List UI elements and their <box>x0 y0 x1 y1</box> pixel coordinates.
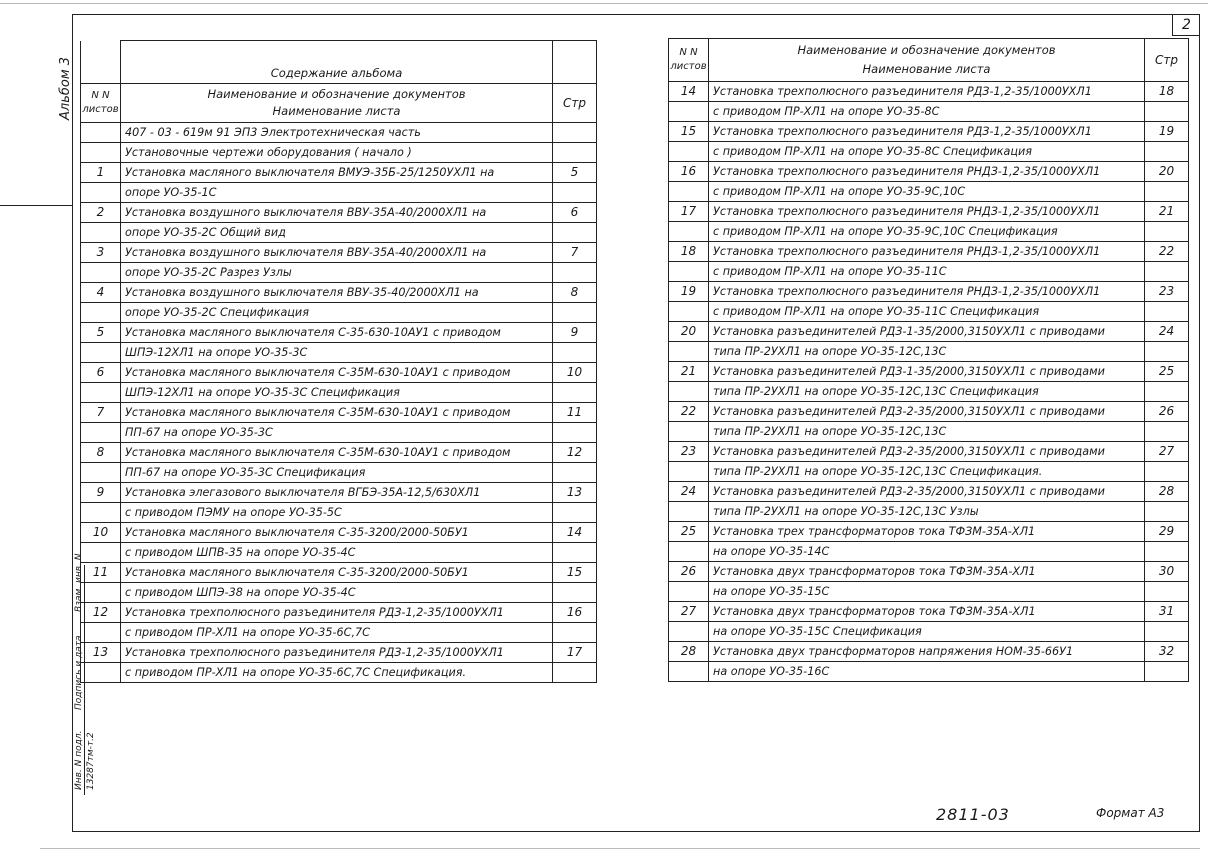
table-row <box>81 203 597 223</box>
row-title: с приводом ПР-ХЛ1 на опоре УО-35-8С <box>709 102 1145 122</box>
row-page <box>1145 262 1189 282</box>
row-page <box>553 223 597 243</box>
row-page <box>553 543 597 563</box>
table-row <box>81 163 597 183</box>
row-title: Установка трехполюсного разъединителя РДЗ-1,2-35/1000УХЛ1 <box>709 122 1145 142</box>
row-number: 20 <box>669 322 709 342</box>
row-page: 30 <box>1145 562 1189 582</box>
table-row <box>669 342 1189 362</box>
scan-line-left-stub <box>0 205 72 206</box>
table-row <box>669 622 1189 642</box>
row-number <box>669 582 709 602</box>
row-title: с приводом ПР-ХЛ1 на опоре УО-35-9С,10С Спецификация <box>709 222 1145 242</box>
row-title: Установка разъединителей РДЗ-2-35/2000,3150УХЛ1 с приводами <box>709 442 1145 462</box>
table-row <box>81 603 597 623</box>
row-page <box>1145 422 1189 442</box>
table-row <box>81 423 597 443</box>
table-row <box>669 162 1189 182</box>
row-page <box>1145 182 1189 202</box>
row-number <box>669 622 709 642</box>
row-title: с приводом ПР-ХЛ1 на опоре УО-35-11С Спецификация <box>709 302 1145 322</box>
row-page: 29 <box>1145 522 1189 542</box>
table-row <box>81 303 597 323</box>
row-number <box>669 222 709 242</box>
table-row <box>81 243 597 263</box>
row-number: 4 <box>81 283 121 303</box>
table-row <box>81 463 597 483</box>
row-number: 18 <box>669 242 709 262</box>
table-row <box>81 123 597 143</box>
row-title: с приводом ШПЭ-38 на опоре УО-35-4С <box>121 583 553 603</box>
table-row <box>81 403 597 423</box>
row-page <box>1145 102 1189 122</box>
left-header-name <box>121 84 553 123</box>
row-number: 1 <box>81 163 121 183</box>
row-title: ШПЭ-12ХЛ1 на опоре УО-35-3С Спецификация <box>121 383 553 403</box>
row-page <box>553 423 597 443</box>
row-title: с приводом ПР-ХЛ1 на опоре УО-35-6С,7С Спецификация. <box>121 663 553 683</box>
row-number <box>81 123 121 143</box>
row-title: Установка двух трансформаторов напряжения НОМ-35-66У1 <box>709 642 1145 662</box>
left-header-name-line1: Наименование и обозначение документов <box>207 87 466 101</box>
row-title: Установка трехполюсного разъединителя РНДЗ-1,2-35/1000УХЛ1 <box>709 242 1145 262</box>
table-row <box>669 322 1189 342</box>
row-number <box>81 663 121 683</box>
row-title: Установка масляного выключателя С-35М-630-10АУ1 с приводом <box>121 443 553 463</box>
table-row <box>81 543 597 563</box>
table-row <box>81 483 597 503</box>
row-page: 5 <box>553 163 597 183</box>
row-title: Установка трехполюсного разъединителя РНДЗ-1,2-35/1000УХЛ1 <box>709 162 1145 182</box>
row-title: Установка трехполюсного разъединителя РДЗ-1,2-35/1000УХЛ1 <box>121 643 553 663</box>
row-title: Установка масляного выключателя С-35-3200/2000-50БУ1 <box>121 523 553 543</box>
left-header-num: N N листов <box>81 84 121 123</box>
row-number: 8 <box>81 443 121 463</box>
row-number <box>669 382 709 402</box>
row-page <box>1145 222 1189 242</box>
row-title: с приводом ШПВ-35 на опоре УО-35-4С <box>121 543 553 563</box>
left-header-row <box>81 84 597 123</box>
row-number: 9 <box>81 483 121 503</box>
row-title: с приводом ПР-ХЛ1 на опоре УО-35-9С,10С <box>709 182 1145 202</box>
row-number: 3 <box>81 243 121 263</box>
row-page <box>553 343 597 363</box>
row-number <box>81 623 121 643</box>
left-header-name-line2: Наименование листа <box>272 104 401 118</box>
table-row <box>81 503 597 523</box>
row-number <box>669 422 709 442</box>
row-number <box>669 662 709 682</box>
row-number: 6 <box>81 363 121 383</box>
row-number: 23 <box>669 442 709 462</box>
row-title: на опоре УО-35-14С <box>709 542 1145 562</box>
right-header-page: Стр <box>1145 39 1189 82</box>
row-number: 27 <box>669 602 709 622</box>
row-title: типа ПР-2УХЛ1 на опоре УО-35-12С,13С Спецификация. <box>709 462 1145 482</box>
scan-line-bottom <box>40 848 1200 849</box>
right-header-name-line1: Наименование и обозначение документов <box>797 43 1056 57</box>
table-row <box>669 662 1189 682</box>
row-title: Установка двух трансформаторов тока ТФЗМ-35А-ХЛ1 <box>709 602 1145 622</box>
row-page: 16 <box>553 603 597 623</box>
row-title: с приводом ПР-ХЛ1 на опоре УО-35-8С Спецификация <box>709 142 1145 162</box>
row-number: 19 <box>669 282 709 302</box>
row-number: 10 <box>81 523 121 543</box>
row-number: 21 <box>669 362 709 382</box>
table-row <box>669 302 1189 322</box>
format-label: Формат А3 <box>1096 806 1165 820</box>
row-number <box>669 262 709 282</box>
row-title: Установка масляного выключателя ВМУЭ-35Б-25/1250УХЛ1 на <box>121 163 553 183</box>
row-page: 26 <box>1145 402 1189 422</box>
row-page <box>553 183 597 203</box>
row-page <box>553 623 597 643</box>
row-page <box>1145 502 1189 522</box>
left-caption: Содержание альбома <box>121 41 553 84</box>
row-page: 22 <box>1145 242 1189 262</box>
table-row <box>669 462 1189 482</box>
row-page <box>553 303 597 323</box>
table-row <box>669 502 1189 522</box>
row-title: типа ПР-2УХЛ1 на опоре УО-35-12С,13С <box>709 422 1145 442</box>
table-row <box>669 202 1189 222</box>
row-page <box>1145 662 1189 682</box>
scan-line-top <box>0 3 1208 4</box>
table-row <box>669 262 1189 282</box>
row-number: 16 <box>669 162 709 182</box>
row-page: 15 <box>553 563 597 583</box>
table-row <box>669 362 1189 382</box>
row-page: 18 <box>1145 82 1189 102</box>
row-number <box>669 462 709 482</box>
table-row <box>669 402 1189 422</box>
row-title: типа ПР-2УХЛ1 на опоре УО-35-12С,13С Узлы <box>709 502 1145 522</box>
row-number <box>81 343 121 363</box>
right-header-num: N N листов <box>669 39 709 82</box>
row-page <box>553 583 597 603</box>
row-number <box>669 182 709 202</box>
left-header-page: Стр <box>553 84 597 123</box>
table-row <box>669 602 1189 622</box>
table-row <box>669 482 1189 502</box>
table-row <box>81 263 597 283</box>
table-row <box>81 443 597 463</box>
row-page <box>553 123 597 143</box>
row-number: 17 <box>669 202 709 222</box>
side-stamp-2: Подпись и дата <box>74 635 84 710</box>
row-title: Установка трех трансформаторов тока ТФЗМ-35А-ХЛ1 <box>709 522 1145 542</box>
table-row <box>669 282 1189 302</box>
row-page <box>553 663 597 683</box>
side-stamp-3: Инв. N подл. <box>74 730 84 790</box>
row-title: Установка разъединителей РДЗ-1-35/2000,3150УХЛ1 с приводами <box>709 362 1145 382</box>
table-row <box>81 143 597 163</box>
row-title: опоре УО-35-1С <box>121 183 553 203</box>
row-number: 28 <box>669 642 709 662</box>
row-page: 20 <box>1145 162 1189 182</box>
row-title: ПП-67 на опоре УО-35-3С <box>121 423 553 443</box>
row-title: Установка трехполюсного разъединителя РНДЗ-1,2-35/1000УХЛ1 <box>709 202 1145 222</box>
row-page <box>553 263 597 283</box>
row-page <box>1145 302 1189 322</box>
row-title: типа ПР-2УХЛ1 на опоре УО-35-12С,13С <box>709 342 1145 362</box>
row-page: 32 <box>1145 642 1189 662</box>
row-title: с приводом ПР-ХЛ1 на опоре УО-35-6С,7С <box>121 623 553 643</box>
row-title: Установка воздушного выключателя ВВУ-35-40/2000ХЛ1 на <box>121 283 553 303</box>
row-page: 27 <box>1145 442 1189 462</box>
page-number: 2 <box>1172 14 1200 36</box>
row-number <box>81 303 121 323</box>
row-page: 17 <box>553 643 597 663</box>
right-header-name <box>709 39 1145 82</box>
row-page: 7 <box>553 243 597 263</box>
row-page: 28 <box>1145 482 1189 502</box>
row-number <box>669 502 709 522</box>
table-row <box>81 323 597 343</box>
right-header-row <box>669 39 1189 82</box>
row-page: 11 <box>553 403 597 423</box>
row-page: 6 <box>553 203 597 223</box>
side-stamp-1: Взам. инв. N <box>74 553 84 612</box>
left-caption-row <box>81 41 597 84</box>
row-number: 22 <box>669 402 709 422</box>
row-number <box>81 583 121 603</box>
row-title: с приводом ПЭМУ на опоре УО-35-5С <box>121 503 553 523</box>
table-row <box>81 623 597 643</box>
left-contents-table <box>80 40 597 683</box>
album-label: Альбом 3 <box>58 56 73 120</box>
table-row <box>669 242 1189 262</box>
row-number: 5 <box>81 323 121 343</box>
row-title: с приводом ПР-ХЛ1 на опоре УО-35-11С <box>709 262 1145 282</box>
table-row <box>669 222 1189 242</box>
row-page: 19 <box>1145 122 1189 142</box>
drawing-code: 2811-03 <box>936 805 1010 824</box>
row-page: 14 <box>553 523 597 543</box>
row-title: Установка воздушного выключателя ВВУ-35А-40/2000ХЛ1 на <box>121 203 553 223</box>
row-number <box>669 142 709 162</box>
row-title: Установка элегазового выключателя ВГБЭ-35А-12,5/630ХЛ1 <box>121 483 553 503</box>
row-page: 25 <box>1145 362 1189 382</box>
table-row <box>81 583 597 603</box>
table-row <box>669 122 1189 142</box>
row-title: Установка масляного выключателя С-35-630-10АУ1 с приводом <box>121 323 553 343</box>
right-contents-table <box>668 38 1189 682</box>
row-title: Установка двух трансформаторов тока ТФЗМ-35А-ХЛ1 <box>709 562 1145 582</box>
row-page <box>553 463 597 483</box>
row-page <box>1145 382 1189 402</box>
row-page <box>553 383 597 403</box>
row-number: 11 <box>81 563 121 583</box>
row-page <box>1145 582 1189 602</box>
table-row <box>669 442 1189 462</box>
row-number <box>81 423 121 443</box>
table-row <box>669 382 1189 402</box>
row-number <box>669 302 709 322</box>
row-number: 15 <box>669 122 709 142</box>
row-title: опоре УО-35-2С Спецификация <box>121 303 553 323</box>
row-number: 13 <box>81 643 121 663</box>
row-number: 2 <box>81 203 121 223</box>
row-page: 12 <box>553 443 597 463</box>
row-title: опоре УО-35-2С Общий вид <box>121 223 553 243</box>
row-title: Установочные чертежи оборудования ( начало ) <box>121 143 553 163</box>
row-page <box>1145 622 1189 642</box>
row-number <box>81 383 121 403</box>
right-header-name-line2: Наименование листа <box>862 62 991 76</box>
table-row <box>81 183 597 203</box>
row-title: 407 - 03 - 619м 91 ЭП3 Электротехническая часть <box>121 123 553 143</box>
row-number <box>81 223 121 243</box>
row-page: 13 <box>553 483 597 503</box>
row-number: 7 <box>81 403 121 423</box>
row-title: Установка трехполюсного разъединителя РДЗ-1,2-35/1000УХЛ1 <box>121 603 553 623</box>
row-number <box>81 143 121 163</box>
row-page <box>1145 142 1189 162</box>
row-page: 23 <box>1145 282 1189 302</box>
table-row <box>81 383 597 403</box>
row-number: 14 <box>669 82 709 102</box>
row-page: 24 <box>1145 322 1189 342</box>
table-row <box>81 663 597 683</box>
row-page <box>1145 462 1189 482</box>
table-row <box>669 642 1189 662</box>
table-row <box>81 523 597 543</box>
row-title: Установка трехполюсного разъединителя РНДЗ-1,2-35/1000УХЛ1 <box>709 282 1145 302</box>
table-row <box>669 422 1189 442</box>
row-number <box>81 263 121 283</box>
row-title: Установка трехполюсного разъединителя РДЗ-1,2-35/1000УХЛ1 <box>709 82 1145 102</box>
row-page: 31 <box>1145 602 1189 622</box>
row-page <box>1145 542 1189 562</box>
table-row <box>81 363 597 383</box>
row-number <box>669 102 709 122</box>
row-page: 10 <box>553 363 597 383</box>
row-title: ПП-67 на опоре УО-35-3С Спецификация <box>121 463 553 483</box>
row-title: типа ПР-2УХЛ1 на опоре УО-35-12С,13С Спецификация <box>709 382 1145 402</box>
row-title: Установка масляного выключателя С-35М-630-10АУ1 с приводом <box>121 363 553 383</box>
row-title: Установка масляного выключателя С-35-3200/2000-50БУ1 <box>121 563 553 583</box>
row-title: опоре УО-35-2С Разрез Узлы <box>121 263 553 283</box>
table-row <box>669 142 1189 162</box>
side-stamp-4: 13287тм-т.2 <box>86 732 96 790</box>
row-page: 21 <box>1145 202 1189 222</box>
row-page: 9 <box>553 323 597 343</box>
table-row <box>669 522 1189 542</box>
row-title: на опоре УО-35-16С <box>709 662 1145 682</box>
row-page <box>553 503 597 523</box>
row-number <box>81 503 121 523</box>
table-row <box>669 182 1189 202</box>
table-row <box>81 343 597 363</box>
table-row <box>81 283 597 303</box>
row-title: на опоре УО-35-15С <box>709 582 1145 602</box>
row-page <box>553 143 597 163</box>
row-title: Установка разъединителей РДЗ-1-35/2000,3150УХЛ1 с приводами <box>709 322 1145 342</box>
row-title: Установка разъединителей РДЗ-2-35/2000,3150УХЛ1 с приводами <box>709 482 1145 502</box>
table-row <box>81 223 597 243</box>
row-number <box>81 543 121 563</box>
row-number: 12 <box>81 603 121 623</box>
row-number: 26 <box>669 562 709 582</box>
row-title: Установка масляного выключателя С-35М-630-10АУ1 с приводом <box>121 403 553 423</box>
table-row <box>81 563 597 583</box>
row-number: 25 <box>669 522 709 542</box>
table-row <box>669 102 1189 122</box>
row-title: Установка разъединителей РДЗ-2-35/2000,3150УХЛ1 с приводами <box>709 402 1145 422</box>
row-number <box>81 183 121 203</box>
row-title: ШПЭ-12ХЛ1 на опоре УО-35-3С <box>121 343 553 363</box>
table-row <box>81 643 597 663</box>
row-page: 8 <box>553 283 597 303</box>
row-page <box>1145 342 1189 362</box>
table-row <box>669 542 1189 562</box>
row-number: 24 <box>669 482 709 502</box>
row-number <box>81 463 121 483</box>
table-row <box>669 562 1189 582</box>
table-row <box>669 82 1189 102</box>
row-number <box>669 542 709 562</box>
row-title: на опоре УО-35-15С Спецификация <box>709 622 1145 642</box>
row-title: Установка воздушного выключателя ВВУ-35А-40/2000ХЛ1 на <box>121 243 553 263</box>
row-number <box>669 342 709 362</box>
table-row <box>669 582 1189 602</box>
